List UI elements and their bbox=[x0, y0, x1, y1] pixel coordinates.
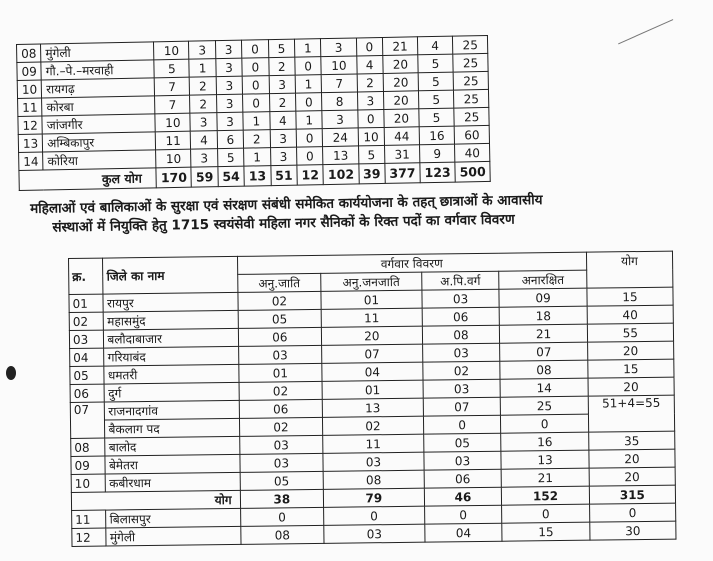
sum-value: 38 bbox=[240, 489, 324, 508]
cell-value: 2 bbox=[269, 93, 296, 112]
cell-value: 06 bbox=[422, 307, 500, 326]
total-value: 123 bbox=[420, 162, 455, 183]
cell-value: 6 bbox=[217, 130, 244, 149]
row-number: 09 bbox=[17, 62, 42, 80]
cell-value: 31 bbox=[384, 145, 419, 164]
district-name: धमतरी bbox=[104, 364, 238, 384]
cell-value: 16 bbox=[501, 432, 589, 451]
row-total: 20 bbox=[587, 341, 673, 360]
row-number: 08 bbox=[17, 44, 42, 62]
cell-value: 03 bbox=[240, 453, 324, 472]
cell-value: 04 bbox=[424, 523, 502, 542]
cell-value: 3 bbox=[191, 149, 218, 168]
cell-value: 1 bbox=[243, 112, 270, 131]
cell-value: 08 bbox=[323, 470, 424, 489]
total-value: 13 bbox=[244, 166, 271, 187]
row-number: 03 bbox=[69, 330, 104, 348]
district-name: कोरबा bbox=[42, 96, 155, 116]
cell-value: 5 bbox=[418, 90, 453, 109]
cell-value: 0 bbox=[242, 40, 269, 59]
cell-value: 0 bbox=[297, 147, 324, 166]
total-value: 51 bbox=[270, 165, 297, 186]
cell-value: 05 bbox=[238, 309, 322, 328]
punch-hole bbox=[6, 366, 16, 380]
cell-value: 20 bbox=[383, 73, 418, 92]
cell-value: 0 bbox=[423, 415, 501, 434]
district-name: राजनादगांव bbox=[105, 400, 239, 420]
row-number: 07 bbox=[70, 402, 105, 438]
district-name: दुर्ग bbox=[105, 382, 239, 402]
row-number: 13 bbox=[18, 134, 43, 152]
section-heading bbox=[30, 188, 691, 238]
cell-value: 0 bbox=[242, 58, 269, 77]
row-total: 15 bbox=[588, 359, 674, 378]
cell-value: 0 bbox=[357, 109, 384, 128]
cell-value: 05 bbox=[240, 471, 324, 490]
cell-value: 21 bbox=[502, 468, 590, 487]
cell-value: 4 bbox=[356, 55, 383, 74]
row-number: 05 bbox=[70, 366, 105, 384]
row-total: 51+4=55 bbox=[588, 395, 675, 432]
row-number: 12 bbox=[18, 116, 43, 134]
cell-value: 10 bbox=[155, 113, 190, 132]
cell-value: 08 bbox=[500, 360, 588, 379]
district-name: बेमेतरा bbox=[105, 454, 239, 474]
cell-value: 40 bbox=[455, 143, 490, 162]
cell-value: 10 bbox=[321, 56, 356, 75]
cell-value: 03 bbox=[422, 343, 500, 362]
col-header-group: वर्गवार विवरण bbox=[237, 252, 586, 274]
district-name: रायगढ़ bbox=[41, 78, 154, 98]
cell-value: 11 bbox=[321, 308, 422, 327]
sum-total: 315 bbox=[589, 485, 675, 504]
district-name: जांजगीर bbox=[42, 114, 155, 134]
cell-value: 20 bbox=[384, 109, 419, 128]
cell-value: 02 bbox=[238, 291, 322, 310]
row-number: 14 bbox=[19, 152, 44, 170]
cell-value: 25 bbox=[453, 71, 488, 90]
row-total: 20 bbox=[588, 377, 674, 396]
vacancy-table-wrapper bbox=[68, 251, 676, 547]
district-name: कोरिया bbox=[43, 150, 156, 170]
cell-value: 07 bbox=[322, 344, 423, 363]
row-total: 15 bbox=[587, 287, 673, 306]
cell-value: 2 bbox=[243, 130, 270, 149]
col-header-obc: अ.पि.वर्ग bbox=[421, 271, 499, 290]
cell-value: 5 bbox=[217, 148, 244, 167]
cell-value: 5 bbox=[418, 72, 453, 91]
row-total: 35 bbox=[588, 431, 674, 450]
cell-value: 08 bbox=[240, 525, 324, 544]
cell-value: 20 bbox=[322, 326, 423, 345]
cell-value: 25 bbox=[453, 53, 488, 72]
cell-value: 01 bbox=[321, 290, 422, 309]
cell-value: 2 bbox=[357, 73, 384, 92]
cell-value: 60 bbox=[454, 125, 489, 144]
cell-value: 02 bbox=[239, 381, 323, 400]
cell-value: 03 bbox=[323, 452, 424, 471]
cell-value: 02 bbox=[422, 361, 500, 380]
cell-value: 44 bbox=[384, 127, 419, 146]
cell-value: 4 bbox=[269, 111, 296, 130]
cell-value: 11 bbox=[155, 131, 190, 150]
cell-value: 01 bbox=[322, 380, 423, 399]
col-header-district: जिले का नाम bbox=[103, 256, 238, 294]
vacancy-table bbox=[68, 251, 676, 547]
cell-value: 21 bbox=[500, 324, 588, 343]
cell-value: 3 bbox=[270, 129, 297, 148]
cell-value: 0 bbox=[502, 504, 590, 523]
cell-value: 5 bbox=[154, 59, 189, 78]
cell-value: 1 bbox=[294, 39, 321, 58]
cell-value: 06 bbox=[238, 327, 322, 346]
cell-value: 24 bbox=[323, 128, 358, 147]
cell-value: 25 bbox=[454, 89, 489, 108]
cell-value: 03 bbox=[422, 289, 500, 308]
district-name: महासमुंद bbox=[104, 310, 238, 330]
cell-value: 06 bbox=[239, 399, 323, 418]
cell-value: 04 bbox=[322, 362, 423, 381]
cell-value: 5 bbox=[418, 54, 453, 73]
district-name: बिलासपुर bbox=[106, 508, 240, 528]
cell-value: 10 bbox=[154, 41, 189, 60]
cell-value: 0 bbox=[356, 37, 383, 56]
cell-value: 5 bbox=[358, 145, 385, 164]
cell-value: 1 bbox=[296, 111, 323, 130]
row-total: 40 bbox=[587, 305, 673, 324]
district-name: मुंगेली bbox=[106, 526, 240, 546]
heading-line-1: महिलाओं एवं बालिकाओं के सुरक्षा एवं संरक्षण संबंधी समेकित कार्ययोजना के तहत् छात्राओं के आवासीय bbox=[30, 192, 543, 217]
heading-line-2: संस्थाओं में नियुक्ति हेतु 1715 स्वयंसेवी महिला नगर सैनिकों के रिक्त पदों का वर्गवार विवरण bbox=[52, 211, 515, 236]
cell-value: 3 bbox=[190, 113, 217, 132]
row-total: 20 bbox=[589, 449, 675, 468]
sum-value: 79 bbox=[324, 488, 425, 507]
cell-value: 15 bbox=[502, 522, 590, 541]
district-total-table-fragment bbox=[16, 31, 699, 191]
district-name: रायपुर bbox=[103, 292, 237, 312]
cell-value: 13 bbox=[501, 450, 589, 469]
cell-value: 3 bbox=[357, 91, 384, 110]
row-number: 12 bbox=[72, 528, 107, 546]
row-number: 09 bbox=[71, 456, 106, 474]
cell-value: 06 bbox=[424, 469, 502, 488]
cell-value: 9 bbox=[420, 144, 455, 163]
cell-value: 11 bbox=[323, 434, 424, 453]
district-name: मुंगेली bbox=[41, 42, 154, 62]
cell-value: 07 bbox=[423, 397, 501, 416]
row-number: 11 bbox=[18, 98, 43, 116]
top-table bbox=[16, 35, 491, 191]
district-name: बालोद bbox=[105, 436, 239, 456]
cell-value: 1 bbox=[189, 59, 216, 78]
row-number: 08 bbox=[71, 438, 106, 456]
cell-value: 25 bbox=[501, 396, 589, 415]
cell-value: 3 bbox=[216, 94, 243, 113]
cell-value: 05 bbox=[423, 433, 501, 452]
cell-value: 13 bbox=[323, 146, 358, 165]
row-number: 11 bbox=[72, 510, 107, 528]
cell-value: 0 bbox=[324, 506, 425, 525]
cell-value: 02 bbox=[239, 417, 323, 436]
total-value: 54 bbox=[218, 166, 245, 187]
cell-value: 0 bbox=[295, 57, 322, 76]
cell-value: 25 bbox=[453, 35, 488, 54]
total-value: 500 bbox=[455, 161, 490, 182]
cell-value: 3 bbox=[321, 38, 356, 57]
total-value: 59 bbox=[191, 167, 218, 188]
cell-value: 4 bbox=[191, 131, 218, 150]
col-header-serial: क्र. bbox=[69, 258, 104, 294]
cell-value: 21 bbox=[382, 37, 417, 56]
cell-value: 0 bbox=[296, 129, 323, 148]
cell-value: 2 bbox=[190, 95, 217, 114]
cell-value: 25 bbox=[454, 107, 489, 126]
cell-value: 20 bbox=[383, 55, 418, 74]
cell-value: 10 bbox=[156, 149, 191, 168]
cell-value: 0 bbox=[501, 414, 589, 433]
cell-value: 02 bbox=[323, 416, 424, 435]
cell-value: 3 bbox=[269, 75, 296, 94]
cell-value: 18 bbox=[500, 306, 588, 325]
cell-value: 1 bbox=[295, 75, 322, 94]
cell-value: 01 bbox=[238, 363, 322, 382]
cell-value: 3 bbox=[322, 110, 357, 129]
cell-value: 3 bbox=[270, 147, 297, 166]
col-header-total: योग bbox=[586, 251, 673, 288]
row-number: 06 bbox=[70, 384, 105, 402]
cell-value: 03 bbox=[238, 345, 322, 364]
cell-value: 03 bbox=[324, 524, 425, 543]
cell-value: 0 bbox=[424, 505, 502, 524]
sum-value: 46 bbox=[424, 487, 502, 506]
total-value: 39 bbox=[358, 163, 385, 184]
cell-value: 7 bbox=[154, 77, 189, 96]
cell-value: 7 bbox=[322, 74, 357, 93]
cell-value: 3 bbox=[217, 112, 244, 131]
district-name: कबीरधाम bbox=[106, 472, 240, 492]
cell-value: 7 bbox=[155, 95, 190, 114]
total-value: 12 bbox=[297, 165, 324, 186]
cell-value: 3 bbox=[189, 41, 216, 60]
cell-value: 07 bbox=[500, 342, 588, 361]
cell-value: 03 bbox=[424, 451, 502, 470]
total-label: कुल योग bbox=[19, 168, 157, 191]
cell-value: 2 bbox=[268, 57, 295, 76]
cell-value: 5 bbox=[419, 108, 454, 127]
backlog-label: बैकलाग पद bbox=[105, 418, 239, 438]
row-number: 10 bbox=[71, 474, 106, 492]
cell-value: 2 bbox=[190, 77, 217, 96]
col-header-sc: अनु.जाति bbox=[237, 273, 321, 292]
cell-value: 0 bbox=[243, 94, 270, 113]
total-value: 102 bbox=[323, 164, 358, 185]
cell-value: 0 bbox=[240, 507, 324, 526]
col-header-st: अनु.जनजाति bbox=[321, 272, 422, 291]
row-number: 01 bbox=[69, 294, 104, 312]
row-number: 04 bbox=[70, 348, 105, 366]
sum-label: योग bbox=[71, 490, 240, 510]
row-number: 10 bbox=[17, 80, 42, 98]
cell-value: 3 bbox=[215, 40, 242, 59]
district-name: अम्बिकापुर bbox=[43, 132, 156, 152]
district-name: गरियाबंद bbox=[104, 346, 238, 366]
cell-value: 3 bbox=[216, 76, 243, 95]
cell-value: 3 bbox=[216, 58, 243, 77]
row-total: 20 bbox=[589, 467, 675, 486]
total-value: 170 bbox=[156, 167, 191, 188]
col-header-unreserved: अनारक्षित bbox=[499, 270, 587, 289]
district-name: गौ.–पे.–मरवाही bbox=[41, 60, 154, 80]
sum-value: 152 bbox=[502, 486, 590, 505]
cell-value: 20 bbox=[383, 91, 418, 110]
cell-value: 13 bbox=[322, 398, 423, 417]
cell-value: 14 bbox=[500, 378, 588, 397]
cell-value: 16 bbox=[419, 126, 454, 145]
cell-value: 10 bbox=[358, 127, 385, 146]
cell-value: 03 bbox=[239, 435, 323, 454]
cell-value: 4 bbox=[417, 36, 452, 55]
district-name: बलौदाबाजार bbox=[104, 328, 238, 348]
cell-value: 5 bbox=[268, 39, 295, 58]
cell-value: 0 bbox=[295, 93, 322, 112]
row-total: 55 bbox=[587, 323, 673, 342]
total-value: 377 bbox=[385, 163, 420, 184]
cell-value: 0 bbox=[242, 76, 269, 95]
cell-value: 8 bbox=[322, 92, 357, 111]
row-total: 0 bbox=[589, 503, 675, 522]
row-total: 30 bbox=[590, 521, 676, 540]
cell-value: 09 bbox=[499, 288, 587, 307]
row-number: 02 bbox=[69, 312, 104, 330]
cell-value: 08 bbox=[422, 325, 500, 344]
cell-value: 1 bbox=[244, 148, 271, 167]
cell-value: 03 bbox=[423, 379, 501, 398]
